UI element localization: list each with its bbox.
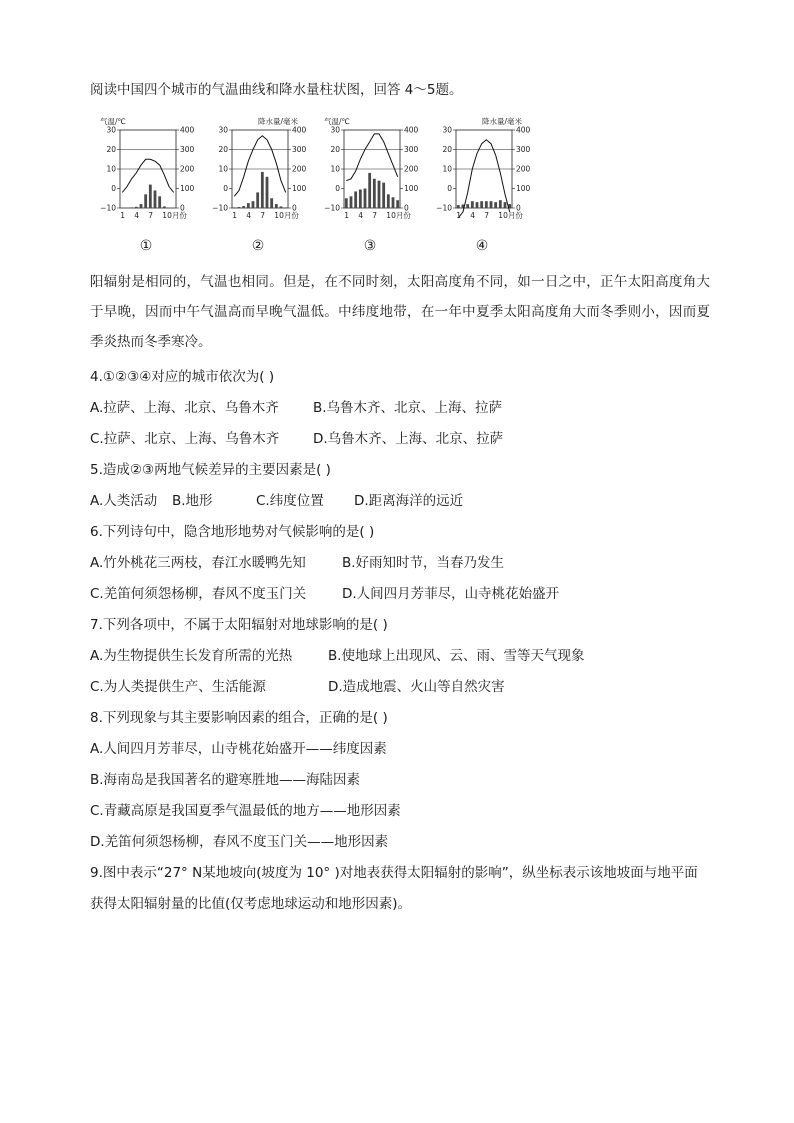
right-tick-label: 0 (516, 203, 521, 213)
precip-bar (392, 197, 395, 208)
precip-bar (364, 189, 367, 209)
precip-bar (135, 207, 138, 208)
temperature-curve (346, 134, 397, 181)
precip-bar (261, 172, 264, 208)
question-4-option-a[interactable]: A.拉萨、上海、北京、乌鲁木齐 (90, 400, 279, 416)
x-tick-label: 4 (134, 211, 140, 220)
x-tick-label: 1 (456, 211, 462, 220)
question-list (90, 362, 710, 920)
precip-bar (504, 202, 507, 208)
left-tick-label: 10 (218, 164, 228, 174)
left-tick-label: 0 (447, 184, 452, 193)
precip-bar (238, 207, 241, 208)
question-4-stem: 4.①②③④对应的城市依次为( ) (90, 369, 275, 385)
x-tick-label: 4 (246, 211, 252, 220)
left-tick-label: 0 (223, 184, 228, 193)
precip-bar (158, 196, 161, 208)
question-6-option-a[interactable]: A.竹外桃花三两枝，春江水暖鸭先知 (90, 555, 306, 571)
precip-bar (233, 207, 236, 208)
intro-text: 阅读中国四个城市的气温曲线和降水量柱状图，回答 4～5题。 (90, 82, 463, 98)
x-tick-label: 10月份 (162, 211, 187, 220)
temperature-curve (458, 140, 509, 218)
right-tick-label: 100 (404, 184, 419, 193)
right-tick-label: 100 (516, 184, 531, 193)
right-tick-label: 400 (516, 125, 531, 135)
precip-bar (345, 198, 348, 208)
question-5-options (90, 486, 710, 517)
precip-bar (396, 200, 399, 208)
precip-bar (144, 194, 147, 208)
left-tick-label: −10 (324, 203, 340, 213)
question-7-option-d[interactable]: D.造成地震、火山等自然灾害 (328, 679, 505, 695)
left-tick-label: 0 (335, 184, 340, 193)
right-tick-label: 100 (180, 184, 195, 193)
question-4-options-row-1 (90, 393, 710, 424)
question-7-option-b[interactable]: B.使地球上出现风、云、雨、雪等天气现象 (328, 648, 585, 664)
precip-bar (378, 181, 381, 208)
x-tick-label: 1 (232, 211, 238, 220)
x-tick-label: 1 (120, 211, 126, 220)
right-tick-label: 300 (292, 145, 307, 154)
left-tick-label: 10 (442, 164, 452, 174)
precip-bar (130, 207, 133, 208)
precip-bar (163, 206, 166, 208)
precip-bar (252, 201, 255, 208)
left-tick-label: 30 (330, 125, 340, 135)
right-tick-label: 300 (516, 145, 531, 154)
x-tick-label: 7 (148, 211, 154, 220)
left-tick-label: 20 (330, 145, 340, 154)
precip-bar (284, 207, 287, 208)
climate-chart-4-svg (432, 116, 532, 236)
x-tick-label: 4 (470, 211, 476, 220)
question-6-stem: 6.下列诗句中，隐含地形地势对气候影响的是( ) (90, 524, 375, 540)
climate-charts-group (96, 116, 536, 264)
precip-bar (466, 204, 469, 208)
question-4-option-d[interactable]: D.乌鲁木齐、上海、北京、拉萨 (313, 431, 504, 447)
question-5-option-d[interactable]: D.距离海洋的远近 (354, 493, 464, 509)
precip-bar (494, 202, 497, 208)
x-tick-label: 7 (484, 211, 490, 220)
x-tick-label: 10月份 (274, 211, 299, 220)
question-5-option-b[interactable]: B.地形 (172, 493, 213, 509)
climate-chart-1 (96, 116, 196, 264)
left-tick-label: 20 (106, 145, 116, 154)
temperature-curve (122, 159, 173, 192)
question-7-option-a[interactable]: A.为生物提供生长发育所需的光热 (90, 648, 293, 664)
precip-bar (499, 200, 502, 208)
climate-chart-3-svg (320, 116, 420, 236)
x-tick-label: 4 (358, 211, 364, 220)
question-6-options-row-2 (90, 579, 710, 610)
right-tick-label: 400 (404, 125, 419, 135)
right-axis-label: 降水量/毫米 (481, 117, 522, 126)
precip-bar (490, 201, 493, 208)
climate-chart-2 (208, 116, 308, 264)
left-tick-label: −10 (100, 203, 116, 213)
left-tick-label: −10 (212, 203, 228, 213)
precip-bar (387, 194, 390, 208)
precip-bar (382, 183, 385, 208)
chart-label-3: ③ (363, 238, 377, 254)
question-5-option-a[interactable]: A.人类活动 (90, 493, 158, 509)
left-tick-label: 20 (218, 145, 228, 154)
question-5-option-c[interactable]: C.纬度位置 (256, 493, 324, 509)
precip-bar (154, 190, 157, 208)
precip-bar (368, 173, 371, 208)
right-tick-label: 200 (404, 164, 419, 174)
right-tick-label: 0 (292, 203, 297, 213)
question-5-stem: 5.造成②③两地气候差异的主要因素是( ) (90, 462, 331, 478)
question-6-option-c[interactable]: C.羌笛何须怨杨柳，春风不度玉门关 (90, 586, 307, 602)
left-tick-label: 30 (218, 125, 228, 135)
precip-bar (270, 198, 273, 208)
right-tick-label: 200 (516, 164, 531, 174)
precip-bar (275, 204, 278, 208)
right-axis-label: 降水量/毫米 (257, 117, 298, 126)
right-tick-label: 300 (404, 145, 419, 154)
precip-bar (480, 201, 483, 208)
x-tick-label: 7 (260, 211, 266, 220)
right-tick-label: 300 (180, 145, 195, 154)
precip-bar (280, 206, 283, 208)
right-tick-label: 100 (292, 184, 307, 193)
left-tick-label: 30 (442, 125, 452, 135)
precip-bar (457, 205, 460, 208)
precip-bar (247, 203, 250, 208)
question-8-stem: 8.下列现象与其主要影响因素的组合，正确的是( ) (90, 710, 388, 726)
question-8-option-a[interactable]: A.人间四月芳菲尽，山寺桃花始盛开——纬度因素 (90, 741, 387, 757)
right-tick-label: 0 (404, 203, 409, 213)
precip-bar (476, 202, 479, 208)
precip-bar (350, 196, 353, 208)
right-tick-label: 200 (292, 164, 307, 174)
question-4-option-b[interactable]: B.乌鲁木齐、北京、上海、拉萨 (313, 400, 503, 416)
climate-chart-4 (432, 116, 532, 264)
precip-bar (354, 191, 357, 208)
question-7-options-row-1 (90, 641, 710, 672)
left-tick-label: 10 (106, 164, 116, 174)
precip-bar (471, 201, 474, 208)
question-7-stem: 7.下列各项中，不属于太阳辐射对地球影响的是( ) (90, 617, 388, 633)
temperature-curve (234, 136, 285, 197)
left-tick-label: 30 (106, 125, 116, 135)
left-axis-label: 气温/℃ (324, 117, 350, 126)
x-tick-label: 10月份 (498, 211, 523, 220)
precip-bar (485, 201, 488, 208)
question-8-option-b[interactable]: B.海南岛是我国著名的避寒胜地——海陆因素 (90, 772, 361, 788)
x-tick-label: 10月份 (386, 211, 411, 220)
chart-label-2: ② (251, 238, 265, 254)
right-tick-label: 200 (180, 164, 195, 174)
precip-bar (140, 204, 143, 208)
left-tick-label: 10 (330, 164, 340, 174)
question-8-option-c[interactable]: C.青藏高原是我国夏季气温最低的地方——地形因素 (90, 803, 401, 819)
climate-chart-1-svg (96, 116, 196, 236)
question-4-options-row-2 (90, 424, 710, 455)
right-tick-label: 400 (180, 125, 195, 135)
question-8-option-d[interactable]: D.羌笛何须怨杨柳，春风不度玉门关——地形因素 (90, 834, 389, 850)
left-tick-label: 20 (442, 145, 452, 154)
question-9-stem: 9.图中表示“27° N某地坡向(坡度为 10° )对地表获得太阳辐射的影响”，纵坐标表示该地坡面与地平面获得太阳辐射量的比值(仅考虑地球运动和地形因素)。 (90, 865, 698, 912)
chart-label-1: ① (139, 238, 153, 254)
precip-bar (359, 189, 362, 208)
precip-bar (149, 185, 152, 208)
question-6-option-d[interactable]: D.人间四月芳菲尽，山寺桃花始盛开 (342, 586, 560, 602)
question-4-option-c[interactable]: C.拉萨、北京、上海、乌鲁木齐 (90, 431, 280, 447)
question-7-option-c[interactable]: C.为人类提供生产、生活能源 (90, 679, 266, 695)
question-6-option-b[interactable]: B.好雨知时节，当春乃发生 (342, 555, 505, 571)
right-tick-label: 0 (180, 203, 185, 213)
right-tick-label: 400 (292, 125, 307, 135)
x-tick-label: 7 (372, 211, 378, 220)
precip-bar (373, 179, 376, 208)
question-6-options-row-1 (90, 548, 710, 579)
left-tick-label: 0 (111, 184, 116, 193)
climate-chart-2-svg (208, 116, 308, 236)
explanation-paragraph: 阳辐射是相同的，气温也相同。但是，在不同时刻，太阳高度角不同，如一日之中，正午太阳高度角大于早晚，因而中午气温高而早晚气温低。中纬度地带，在一年中夏季太阳高度角大而冬季则小，因而夏季炎热而冬季寒冷。 (90, 274, 710, 350)
x-tick-label: 1 (344, 211, 350, 220)
precip-bar (266, 177, 269, 208)
precip-bar (256, 192, 259, 208)
climate-chart-3 (320, 116, 420, 264)
left-axis-label: 气温/℃ (100, 117, 126, 126)
chart-label-4: ④ (475, 238, 489, 254)
precip-bar (242, 206, 245, 208)
left-tick-label: −10 (436, 203, 452, 213)
question-7-options-row-2 (90, 672, 710, 703)
